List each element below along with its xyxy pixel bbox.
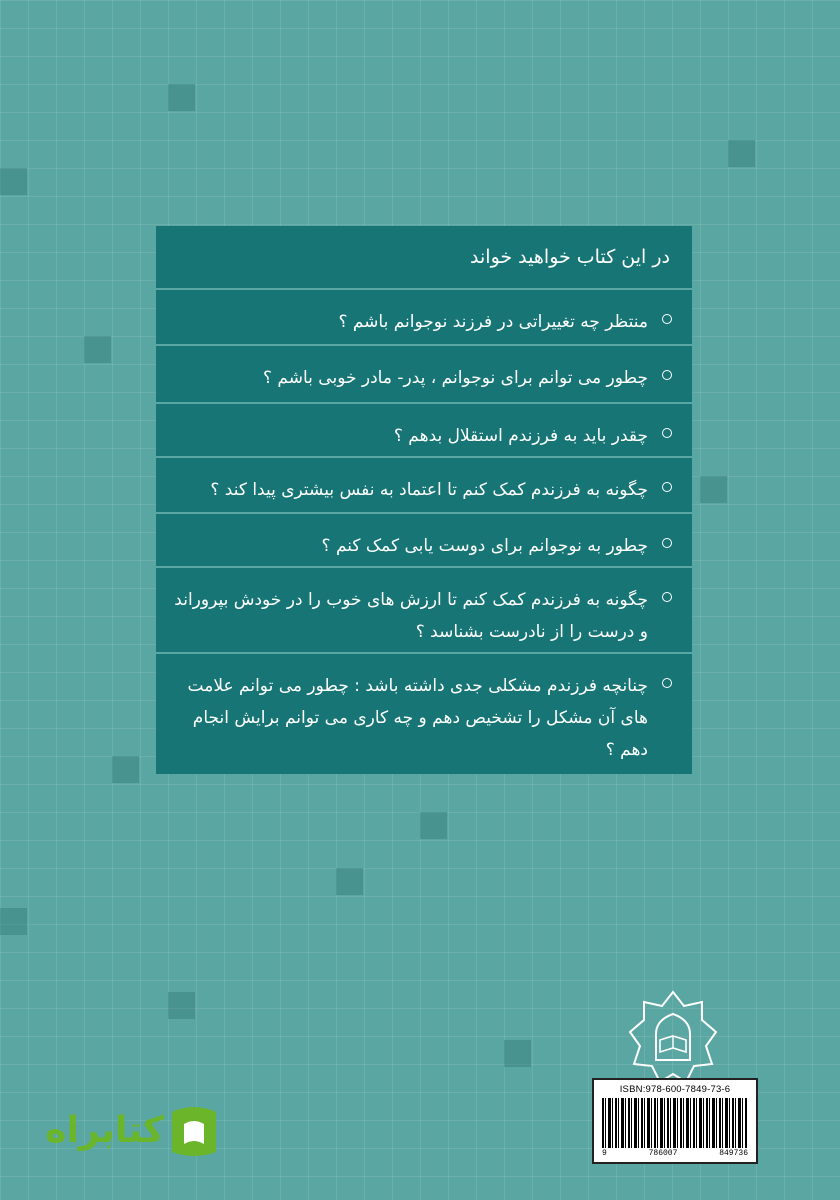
grid-square xyxy=(504,1040,531,1067)
brand-name: کتابراه xyxy=(45,1110,164,1151)
list-item-text: منتظر چه تغییراتی در فرزند نوجوانم باشم ؟ xyxy=(338,312,648,332)
bullet-icon xyxy=(662,370,672,380)
list-item xyxy=(156,568,692,654)
grid-square xyxy=(420,812,447,839)
barcode-digit-group: 786007 xyxy=(648,1149,678,1158)
grid-square xyxy=(168,84,195,111)
list-item-text: چطور می توانم برای نوجوانم ، پدر- مادر خوبی باشم ؟ xyxy=(263,368,648,388)
list-item xyxy=(156,290,692,346)
bullet-icon xyxy=(662,538,672,548)
grid-square xyxy=(336,868,363,895)
list-item xyxy=(156,458,692,514)
bullet-icon xyxy=(662,678,672,688)
list-item-text: چطور به نوجوانم برای دوست یابی کمک کنم ؟ xyxy=(321,536,648,556)
book-leaf-icon xyxy=(168,1102,220,1160)
bullet-icon xyxy=(662,428,672,438)
grid-square xyxy=(112,756,139,783)
list-item-text: چگونه به فرزندم کمک کنم تا اعتماد به نفس بیشتری پیدا کند ؟ xyxy=(210,480,648,500)
bullet-icon xyxy=(662,592,672,602)
brand-logo xyxy=(40,1096,220,1166)
grid-square xyxy=(0,908,27,935)
isbn-barcode xyxy=(592,1078,758,1164)
barcode-digit-group: 849736 xyxy=(719,1149,748,1158)
contents-panel xyxy=(156,226,692,774)
barcode-digit-group: 9 xyxy=(602,1149,607,1158)
grid-square xyxy=(700,476,727,503)
barcode-icon xyxy=(602,1098,748,1148)
list-item xyxy=(156,514,692,568)
grid-square xyxy=(84,336,111,363)
grid-square xyxy=(168,992,195,1019)
grid-square xyxy=(0,168,27,195)
grid-square xyxy=(728,140,755,167)
list-item-text: چنانچه فرزندم مشکلی جدی داشته باشد : چطور می توانم علامت های آن مشکل را تشخیص دهم و چه کاری می توانم برایش انجام دهم ؟ xyxy=(187,676,648,760)
publisher-emblem-icon xyxy=(626,990,720,1084)
panel-title: در این کتاب خواهید خواند xyxy=(156,226,692,290)
barcode-digits xyxy=(594,1148,756,1158)
list-item-text: چقدر باید به فرزندم استقلال بدهم ؟ xyxy=(393,426,648,446)
list-item xyxy=(156,404,692,458)
list-item-text: چگونه به فرزندم کمک کنم تا ارزش های خوب را در خودش بپروراند و درست را از نادرست بشناسد ؟ xyxy=(174,590,648,642)
bullet-icon xyxy=(662,482,672,492)
bullet-icon xyxy=(662,314,672,324)
isbn-label: ISBN:978-600-7849-73-6 xyxy=(619,1084,731,1095)
list-item xyxy=(156,346,692,404)
list-item xyxy=(156,654,692,776)
